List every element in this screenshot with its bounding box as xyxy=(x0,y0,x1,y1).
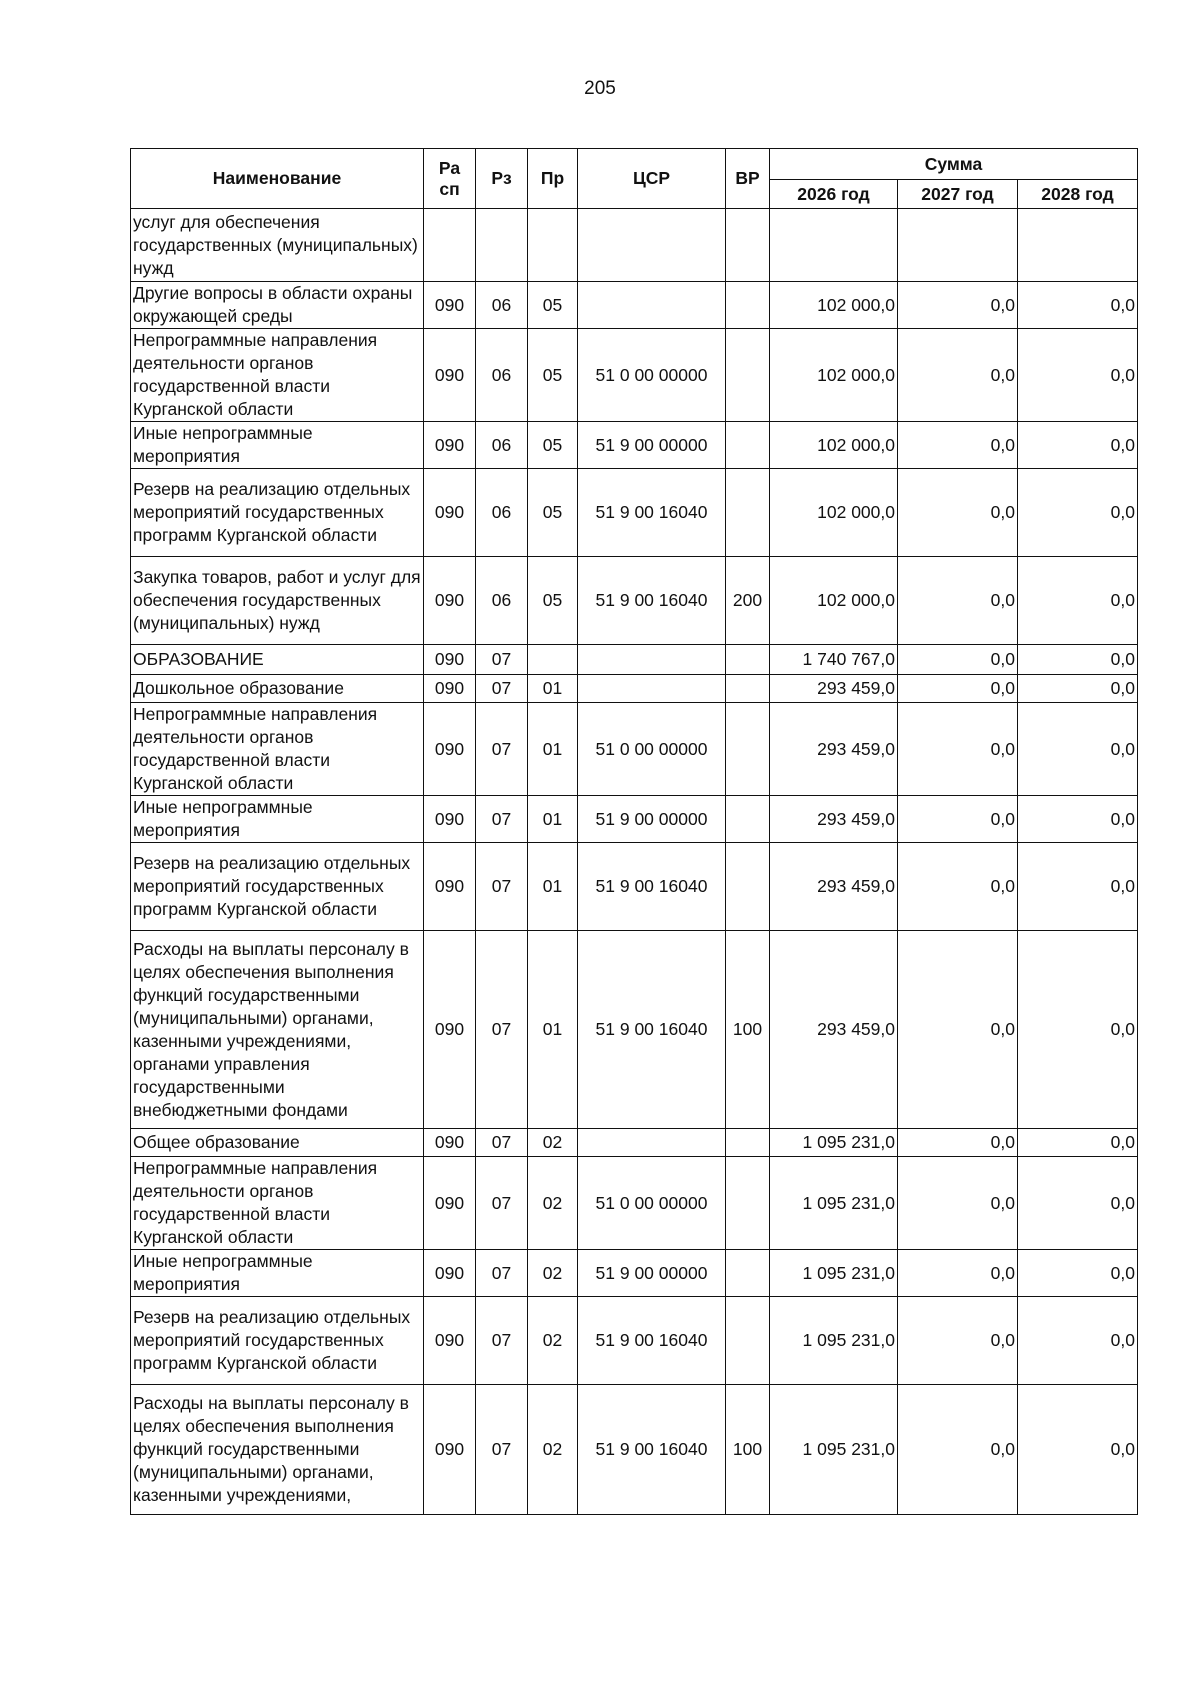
table-header xyxy=(131,149,1138,209)
row-pr: 01 xyxy=(528,796,578,843)
row-sum-2028: 0,0 xyxy=(1018,1250,1138,1297)
row-rasp: 090 xyxy=(424,1297,476,1385)
row-sum-2028 xyxy=(1018,209,1138,282)
row-rz: 07 xyxy=(476,1157,528,1250)
row-pr: 05 xyxy=(528,282,578,329)
header-2027: 2027 год xyxy=(898,180,1018,209)
row-sum-2027: 0,0 xyxy=(898,645,1018,675)
table-row xyxy=(131,282,1138,329)
row-pr: 01 xyxy=(528,843,578,931)
row-vr xyxy=(726,422,770,469)
row-vr: 200 xyxy=(726,557,770,645)
row-pr: 02 xyxy=(528,1297,578,1385)
row-rasp xyxy=(424,209,476,282)
row-rz: 07 xyxy=(476,645,528,675)
row-csr: 51 9 00 00000 xyxy=(578,422,726,469)
row-csr: 51 9 00 16040 xyxy=(578,1385,726,1515)
row-sum-2026: 102 000,0 xyxy=(770,469,898,557)
table-row xyxy=(131,1385,1138,1515)
row-name: Резерв на реализацию отдельных мероприятий государственных программ Курганской области xyxy=(131,843,424,931)
row-sum-2027: 0,0 xyxy=(898,469,1018,557)
table-row xyxy=(131,557,1138,645)
row-sum-2028: 0,0 xyxy=(1018,1157,1138,1250)
row-sum-2028: 0,0 xyxy=(1018,329,1138,422)
row-rz: 07 xyxy=(476,1297,528,1385)
row-name: Дошкольное образование xyxy=(131,675,424,703)
row-sum-2027: 0,0 xyxy=(898,1157,1018,1250)
row-rasp: 090 xyxy=(424,675,476,703)
row-csr: 51 9 00 16040 xyxy=(578,843,726,931)
row-sum-2028: 0,0 xyxy=(1018,796,1138,843)
row-vr xyxy=(726,209,770,282)
row-csr: 51 0 00 00000 xyxy=(578,329,726,422)
row-vr: 100 xyxy=(726,1385,770,1515)
row-sum-2026: 1 740 767,0 xyxy=(770,645,898,675)
row-sum-2026: 102 000,0 xyxy=(770,329,898,422)
row-sum-2027: 0,0 xyxy=(898,329,1018,422)
row-pr: 05 xyxy=(528,557,578,645)
row-name: Общее образование xyxy=(131,1129,424,1157)
row-sum-2026: 102 000,0 xyxy=(770,557,898,645)
row-csr: 51 9 00 16040 xyxy=(578,469,726,557)
row-pr: 02 xyxy=(528,1385,578,1515)
row-name: Непрограммные направления деятельности органов государственной власти Курганской области xyxy=(131,1157,424,1250)
row-sum-2027: 0,0 xyxy=(898,557,1018,645)
row-pr xyxy=(528,645,578,675)
row-sum-2026: 1 095 231,0 xyxy=(770,1297,898,1385)
row-name: Иные непрограммные мероприятия xyxy=(131,422,424,469)
row-rz: 06 xyxy=(476,422,528,469)
row-rz: 07 xyxy=(476,675,528,703)
row-pr: 05 xyxy=(528,422,578,469)
row-pr: 02 xyxy=(528,1157,578,1250)
row-sum-2026: 1 095 231,0 xyxy=(770,1129,898,1157)
row-sum-2028: 0,0 xyxy=(1018,1129,1138,1157)
row-rasp: 090 xyxy=(424,1385,476,1515)
row-rz xyxy=(476,209,528,282)
row-sum-2028: 0,0 xyxy=(1018,931,1138,1129)
header-2026: 2026 год xyxy=(770,180,898,209)
row-sum-2028: 0,0 xyxy=(1018,645,1138,675)
row-pr: 02 xyxy=(528,1129,578,1157)
page-number: 205 xyxy=(584,78,616,99)
row-sum-2027: 0,0 xyxy=(898,703,1018,796)
row-csr: 51 9 00 00000 xyxy=(578,796,726,843)
table-row xyxy=(131,645,1138,675)
row-rasp: 090 xyxy=(424,931,476,1129)
row-sum-2027: 0,0 xyxy=(898,1385,1018,1515)
row-sum-2026: 1 095 231,0 xyxy=(770,1157,898,1250)
row-sum-2028: 0,0 xyxy=(1018,469,1138,557)
row-sum-2028: 0,0 xyxy=(1018,1385,1138,1515)
row-csr xyxy=(578,209,726,282)
row-csr: 51 9 00 00000 xyxy=(578,1250,726,1297)
row-rasp: 090 xyxy=(424,1250,476,1297)
row-vr xyxy=(726,796,770,843)
row-rz: 07 xyxy=(476,931,528,1129)
row-sum-2027: 0,0 xyxy=(898,1250,1018,1297)
row-sum-2027: 0,0 xyxy=(898,422,1018,469)
row-sum-2026 xyxy=(770,209,898,282)
row-csr xyxy=(578,645,726,675)
row-sum-2028: 0,0 xyxy=(1018,1297,1138,1385)
row-vr xyxy=(726,329,770,422)
row-vr xyxy=(726,1157,770,1250)
table-row xyxy=(131,469,1138,557)
row-vr xyxy=(726,703,770,796)
row-sum-2026: 293 459,0 xyxy=(770,931,898,1129)
row-vr xyxy=(726,1250,770,1297)
row-sum-2027 xyxy=(898,209,1018,282)
table-row xyxy=(131,703,1138,796)
header-pr: Пр xyxy=(528,149,578,209)
row-rz: 07 xyxy=(476,1385,528,1515)
header-rasp-label: Ра сп xyxy=(438,158,461,199)
row-pr: 05 xyxy=(528,329,578,422)
row-name: Резерв на реализацию отдельных мероприятий государственных программ Курганской области xyxy=(131,1297,424,1385)
row-vr xyxy=(726,645,770,675)
header-summa: Сумма xyxy=(770,149,1138,180)
row-sum-2026: 1 095 231,0 xyxy=(770,1385,898,1515)
row-name: Расходы на выплаты персоналу в целях обеспечения выполнения функций государственными (муниципальными) органами, казенными учреждениями, органами управления государственными внебюджетными фондами xyxy=(131,931,424,1129)
row-rz: 06 xyxy=(476,469,528,557)
header-2028: 2028 год xyxy=(1018,180,1138,209)
row-pr: 01 xyxy=(528,931,578,1129)
row-rasp: 090 xyxy=(424,1129,476,1157)
table-row xyxy=(131,931,1138,1129)
row-sum-2027: 0,0 xyxy=(898,931,1018,1129)
row-name: Непрограммные направления деятельности органов государственной власти Курганской области xyxy=(131,329,424,422)
row-name: Иные непрограммные мероприятия xyxy=(131,1250,424,1297)
row-rasp: 090 xyxy=(424,557,476,645)
row-sum-2027: 0,0 xyxy=(898,796,1018,843)
row-sum-2027: 0,0 xyxy=(898,1297,1018,1385)
row-name: Другие вопросы в области охраны окружающей среды xyxy=(131,282,424,329)
row-rz: 07 xyxy=(476,843,528,931)
row-sum-2027: 0,0 xyxy=(898,282,1018,329)
row-sum-2027: 0,0 xyxy=(898,843,1018,931)
row-sum-2028: 0,0 xyxy=(1018,703,1138,796)
row-rasp: 090 xyxy=(424,282,476,329)
table-body xyxy=(131,209,1138,1515)
row-sum-2028: 0,0 xyxy=(1018,282,1138,329)
row-name: Расходы на выплаты персоналу в целях обеспечения выполнения функций государственными (муниципальными) органами, казенными учреждениями, xyxy=(131,1385,424,1515)
row-sum-2028: 0,0 xyxy=(1018,843,1138,931)
row-vr xyxy=(726,843,770,931)
row-rasp: 090 xyxy=(424,703,476,796)
row-name: Резерв на реализацию отдельных мероприятий государственных программ Курганской области xyxy=(131,469,424,557)
table-row xyxy=(131,422,1138,469)
row-csr xyxy=(578,1129,726,1157)
row-vr xyxy=(726,1297,770,1385)
row-pr: 01 xyxy=(528,675,578,703)
header-name: Наименование xyxy=(131,149,424,209)
table-row xyxy=(131,1157,1138,1250)
row-vr xyxy=(726,675,770,703)
row-name: услуг для обеспечения государственных (муниципальных) нужд xyxy=(131,209,424,282)
row-sum-2028: 0,0 xyxy=(1018,422,1138,469)
row-rz: 06 xyxy=(476,282,528,329)
row-sum-2028: 0,0 xyxy=(1018,557,1138,645)
budget-table xyxy=(130,148,1138,1515)
row-rasp: 090 xyxy=(424,329,476,422)
row-rz: 07 xyxy=(476,796,528,843)
row-pr: 05 xyxy=(528,469,578,557)
row-csr xyxy=(578,282,726,329)
row-csr: 51 9 00 16040 xyxy=(578,1297,726,1385)
row-sum-2026: 293 459,0 xyxy=(770,796,898,843)
row-sum-2027: 0,0 xyxy=(898,1129,1018,1157)
row-sum-2026: 293 459,0 xyxy=(770,843,898,931)
table-row xyxy=(131,1297,1138,1385)
row-rz: 07 xyxy=(476,1250,528,1297)
row-rz: 06 xyxy=(476,329,528,422)
row-vr: 100 xyxy=(726,931,770,1129)
row-pr: 01 xyxy=(528,703,578,796)
row-vr xyxy=(726,282,770,329)
header-csr: ЦСР xyxy=(578,149,726,209)
row-pr xyxy=(528,209,578,282)
row-rasp: 090 xyxy=(424,422,476,469)
row-rasp: 090 xyxy=(424,645,476,675)
row-rasp: 090 xyxy=(424,469,476,557)
row-sum-2027: 0,0 xyxy=(898,675,1018,703)
row-vr xyxy=(726,1129,770,1157)
row-rz: 06 xyxy=(476,557,528,645)
row-rasp: 090 xyxy=(424,843,476,931)
table-row xyxy=(131,329,1138,422)
table-row xyxy=(131,843,1138,931)
row-csr: 51 0 00 00000 xyxy=(578,1157,726,1250)
row-vr xyxy=(726,469,770,557)
row-csr: 51 9 00 16040 xyxy=(578,931,726,1129)
header-rz: Рз xyxy=(476,149,528,209)
row-rasp: 090 xyxy=(424,1157,476,1250)
row-sum-2026: 1 095 231,0 xyxy=(770,1250,898,1297)
table-row xyxy=(131,1129,1138,1157)
row-csr: 51 0 00 00000 xyxy=(578,703,726,796)
table-row xyxy=(131,796,1138,843)
header-vr: ВР xyxy=(726,149,770,209)
row-csr: 51 9 00 16040 xyxy=(578,557,726,645)
row-name: Закупка товаров, работ и услуг для обеспечения государственных (муниципальных) нужд xyxy=(131,557,424,645)
row-rasp: 090 xyxy=(424,796,476,843)
table-row xyxy=(131,1250,1138,1297)
row-sum-2026: 102 000,0 xyxy=(770,422,898,469)
row-csr xyxy=(578,675,726,703)
row-sum-2026: 102 000,0 xyxy=(770,282,898,329)
row-rz: 07 xyxy=(476,703,528,796)
row-sum-2026: 293 459,0 xyxy=(770,675,898,703)
row-sum-2028: 0,0 xyxy=(1018,675,1138,703)
table-row xyxy=(131,675,1138,703)
row-name: ОБРАЗОВАНИЕ xyxy=(131,645,424,675)
row-name: Иные непрограммные мероприятия xyxy=(131,796,424,843)
row-pr: 02 xyxy=(528,1250,578,1297)
row-sum-2026: 293 459,0 xyxy=(770,703,898,796)
table-row xyxy=(131,209,1138,282)
header-rasp xyxy=(424,149,476,209)
row-rz: 07 xyxy=(476,1129,528,1157)
row-name: Непрограммные направления деятельности органов государственной власти Курганской области xyxy=(131,703,424,796)
